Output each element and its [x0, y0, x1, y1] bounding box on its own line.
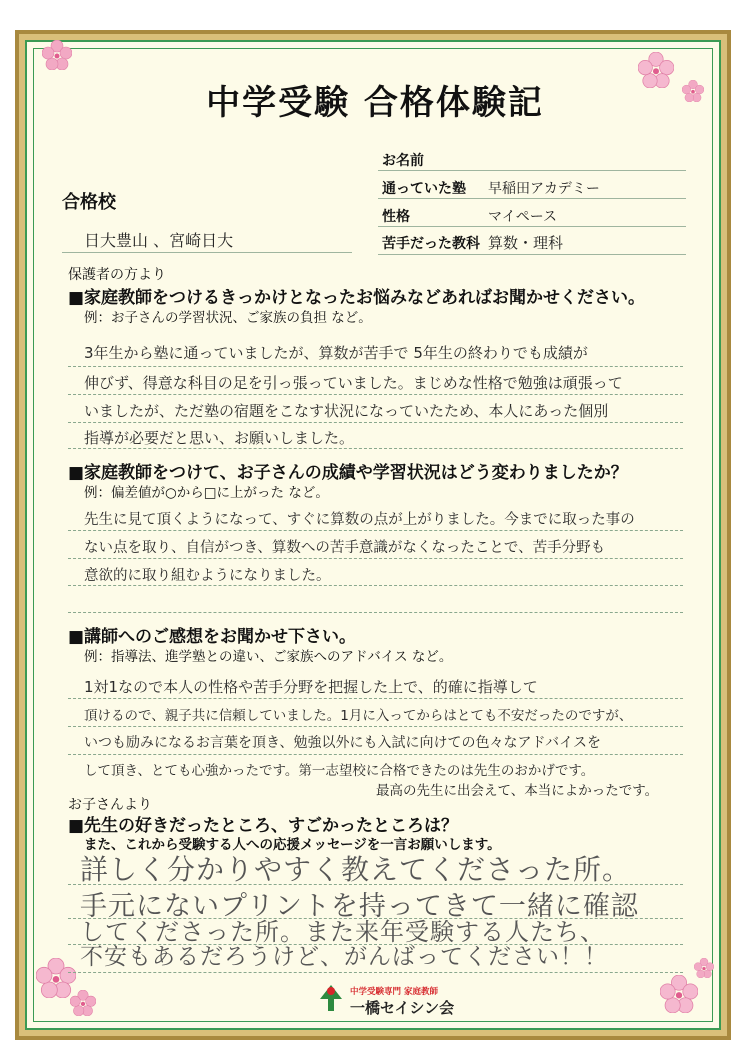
personality-value: マイペース [488, 209, 558, 225]
name-label: お名前 [382, 153, 424, 169]
cherry-blossom-icon [694, 958, 714, 978]
weak-subject-underline [378, 254, 686, 255]
q3-example: 例：指導法、進学塾との違い、ご家族へのアドバイス など。 [84, 649, 453, 665]
passed-school-value: 日大豊山 、宮崎日大 [84, 231, 234, 250]
guardian-section-label: 保護者の方より [68, 267, 166, 283]
q2-answer-line: ない点を取り、自信がつき、算数への苦手意識がなくなったことで、苦手分野も [84, 540, 606, 556]
weak-subject-label: 苦手だった教科 [382, 236, 480, 252]
q4-answer-line: 不安もあるだろうけど、がんばってください！！ [80, 944, 608, 970]
q1-heading: ■家庭教師をつけるきっかけとなったお悩みなどあればお聞かせください。 [68, 288, 646, 308]
cram-school-label: 通っていた塾 [382, 181, 466, 197]
q2-answer-line: 先生に見て頂くようになって、すぐに算数の点が上がりました。今までに取った事の [84, 512, 635, 528]
child-section-label: お子さんより [68, 797, 152, 813]
q2-example: 例：偏差値が○から□に上がった など。 [84, 485, 329, 501]
q3-answer-line: 最高の先生に出会えて、本当によかったです。 [376, 783, 659, 799]
ruled-line [68, 585, 683, 586]
q1-answer-line: いましたが、ただ塾の宿題をこなす状況になっていたため、本人にあった個別 [84, 402, 609, 420]
q4-answer-line: してくださった所。また来年受験する人たち、 [80, 918, 605, 946]
ruled-line [68, 726, 683, 727]
q1-example: 例：お子さんの学習状況、ご家族の負担 など。 [84, 310, 372, 326]
ruled-line [68, 558, 683, 559]
q3-answer-line: いつも励みになるお言葉を頂き、勉強以外にも入試に向けての色々なアドバイスを [84, 735, 602, 751]
ruled-line [68, 530, 683, 531]
cherry-blossom-icon [70, 990, 96, 1016]
ruled-line [68, 422, 683, 423]
weak-subject-value: 算数・理科 [488, 234, 564, 252]
logo-mark-icon [318, 983, 344, 1013]
personality-label: 性格 [382, 209, 410, 225]
q3-answer-line: 頂けるので、親子共に信頼していました。1月に入ってからはとても不安だったのですが、 [84, 708, 633, 724]
page-title: 中学受験 合格体験記 [206, 83, 544, 123]
name-underline [378, 170, 686, 171]
q4-subheading: また、これから受験する人への応援メッセージを一言お願いします。 [84, 837, 501, 853]
q1-answer-line: 伸びず、得意な科目の足を引っ張っていました。まじめな性格で勉強は頑張って [84, 374, 623, 392]
q2-answer-line: 意欲的に取り組むようになりました。 [84, 568, 331, 584]
personality-underline [378, 226, 686, 227]
ruled-line [68, 972, 683, 973]
q4-answer-line: 詳しく分かりやすく教えてくださった所。 [80, 853, 632, 886]
q1-answer-line: 3年生から塾に通っていましたが、算数が苦手で 5年生の終わりでも成績が [84, 344, 588, 362]
cherry-blossom-icon [660, 975, 698, 1013]
q2-heading: ■家庭教師をつけて、お子さんの成績や学習状況はどう変わりましたか？ [68, 463, 628, 483]
cram-school-underline [378, 198, 686, 199]
q3-heading: ■講師へのご感想をお聞かせ下さい。 [68, 627, 357, 647]
ruled-line [68, 366, 683, 367]
ruled-line [68, 612, 683, 613]
ruled-line [68, 698, 683, 699]
footer-tagline: 中学受験専門 家庭教師 [350, 987, 438, 997]
cram-school-value: 早稲田アカデミー [488, 181, 600, 197]
passed-school-underline [62, 252, 352, 253]
footer-brand: 一橋セイシン会 [350, 999, 455, 1017]
q4-heading: ■先生の好きだったところ、すごかったところは？ [68, 816, 459, 836]
ruled-line [68, 754, 683, 755]
cherry-blossom-icon [42, 40, 72, 70]
q3-answer-line: 1対1なので本人の性格や苦手分野を把握した上で、的確に指導して [84, 678, 538, 696]
q1-answer-line: 指導が必要だと思い、お願いしました。 [84, 429, 355, 447]
q3-answer-line: して頂き、とても心強かったです。第一志望校に合格できたのは先生のおかげです。 [84, 763, 595, 779]
passed-school-label: 合格校 [62, 192, 116, 213]
ruled-line [68, 394, 683, 395]
ruled-line [68, 448, 683, 449]
q4-answer-line: 手元にないプリントを持ってきて一緒に確認 [80, 891, 639, 922]
